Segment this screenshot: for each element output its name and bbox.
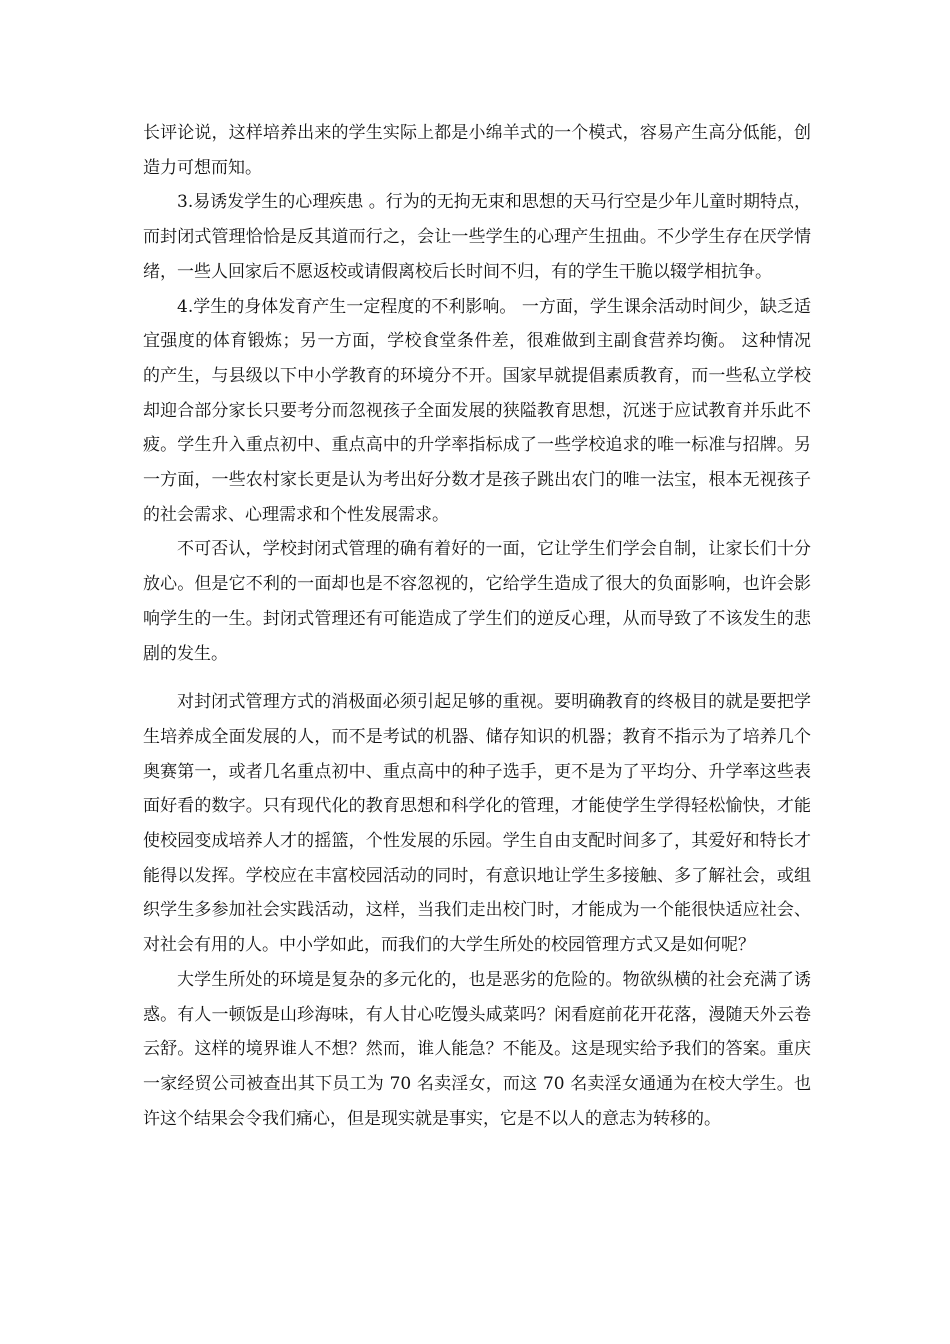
paragraph-university-environment: 大学生所处的环境是复杂的多元化的，也是恶劣的危险的。物欲纵横的社会充满了诱惑。有人一顿饭是山珍海味，有人甘心吃馒头咸菜吗？闲看庭前花开花落，漫随天外云卷云舒。这样的境界谁人不想？然而，谁人能急？不能及。这是现实给予我们的答案。重庆一家经贸公司被查出其下员工为 70 名卖淫女，而这 70 名卖淫女通通为在校大学生。也许这个结果会令我们痛心，但是现实就是事实，它是不以人的意志为转移的。 xyxy=(143,969,811,1129)
paragraph-negative-aspects: 对封闭式管理方式的消极面必须引起足够的重视。要明确教育的终极目的就是要把学生培养成全面发展的人，而不是考试的机器、储存知识的机器；教育不指示为了培养几个奥赛第一，或者几名重点初中、重点高中的种子选手，更不是为了平均分、升学率这些表面好看的数字。只有现代化的教育思想和科学化的管理，才能使学生学得轻松愉快，才能使校园变成培养人才的摇篮，个性发展的乐园。学生自由支配时间多了，其爱好和特长才能得以发挥。学校应在丰富校园活动的同时，有意识地让学生多接触、多了解社会，或组织学生多参加社会实践活动，这样，当我们走出校门时，才能成为一个能很快适应社会、对社会有用的人。中小学如此，而我们的大学生所处的校园管理方式又是如何呢？ xyxy=(143,692,811,956)
paragraph-continuation: 长评论说，这样培养出来的学生实际上都是小绵羊式的一个模式，容易产生高分低能，创造力可想而知。 xyxy=(143,123,811,178)
paragraph-point-4: 4.学生的身体发育产生一定程度的不利影响。 一方面，学生课余活动时间少，缺乏适宜强度的体育锻炼；另一方面，学校食堂条件差，很难做到主副食营养均衡。 这种情况的产生，与县级以下中小学教育的环境分不开。国家早就提倡素质教育，而一些私立学校却迎合部分家长只要考分而忽视孩子全面发展的狭隘教育思想，沉迷于应试教育并乐此不疲。学生升入重点初中、重点高中的升学率指标成了一些学校追求的唯一标准与招牌。另一方面，一些农村家长更是认为考出好分数才是孩子跳出农门的唯一法宝，根本无视孩子的社会需求、心理需求和个性发展需求。 xyxy=(143,296,811,525)
paragraph-undeniable: 不可否认，学校封闭式管理的确有着好的一面，它让学生们学会自制，让家长们十分放心。但是它不利的一面却也是不容忽视的，它给学生造成了很大的负面影响，也许会影响学生的一生。封闭式管理还有可能造成了学生们的逆反心理，从而导致了不该发生的悲剧的发生。 xyxy=(143,539,811,664)
document-body xyxy=(143,116,811,1136)
paragraph-point-3: 3.易诱发学生的心理疾患 。行为的无拘无束和思想的天马行空是少年儿童时期特点，而封闭式管理恰恰是反其道而行之，会让一些学生的心理产生扭曲。不少学生存在厌学情绪，一些人回家后不愿返校或请假离校后长时间不归，有的学生干脆以辍学相抗争。 xyxy=(143,192,811,282)
